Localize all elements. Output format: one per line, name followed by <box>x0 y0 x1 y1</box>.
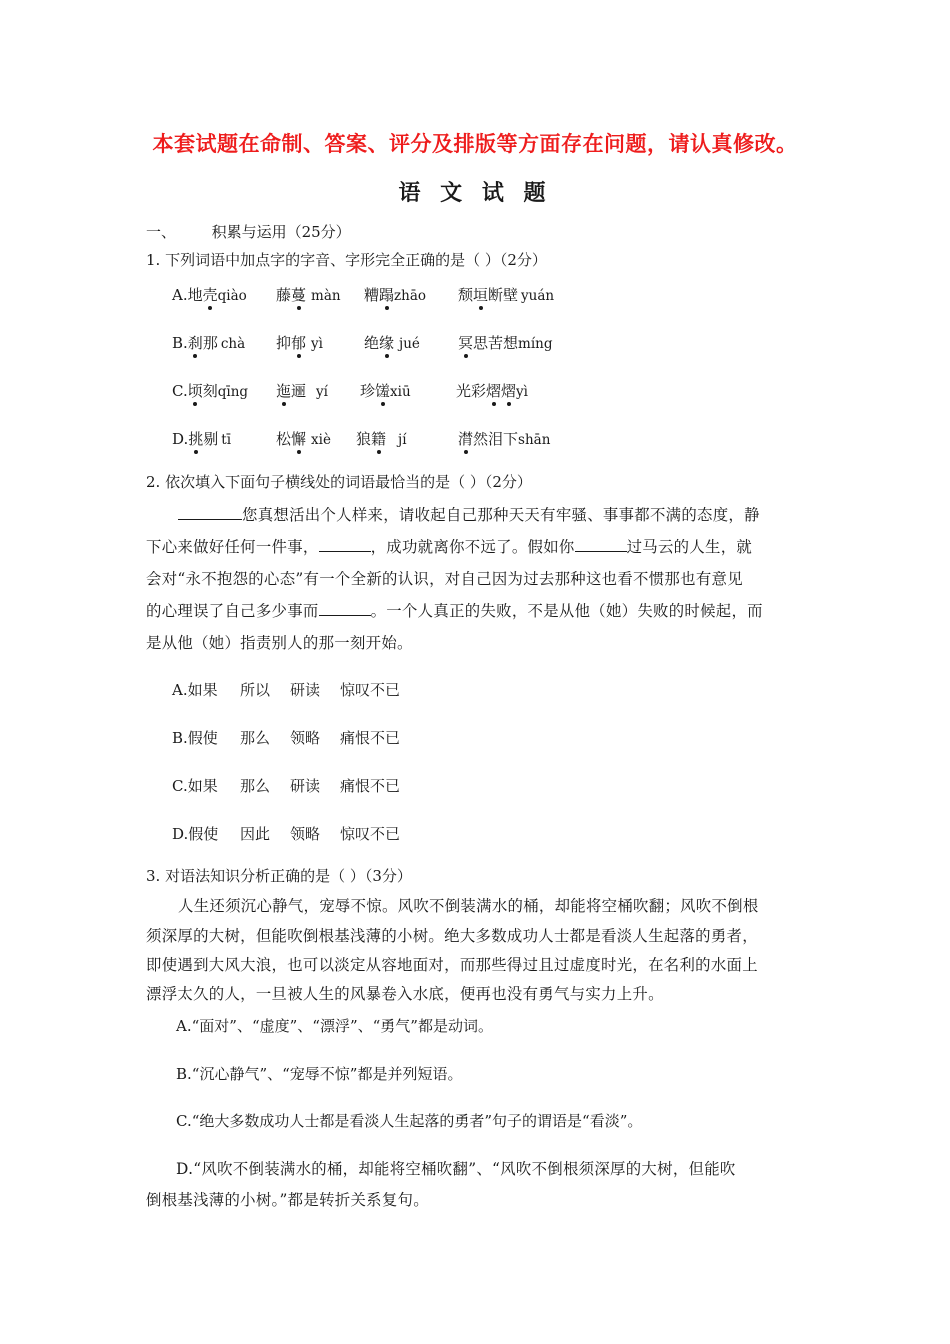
q3-option-d-line2: 倒根基浅薄的小树。”都是转折关系复句。 <box>146 1191 429 1209</box>
dotted-char: 垣 <box>473 285 488 305</box>
q1-stem: 1. 下列词语中加点字的字音、字形完全正确的是（ ）（2分） <box>146 251 547 269</box>
dotted-char: 迤 <box>276 381 291 401</box>
exam-title: 语 文 试 题 <box>398 181 552 206</box>
dotted-char: 馐 <box>375 381 390 401</box>
q3-passage-line: 人生还须沉心静气，宠辱不惊。风吹不倒装满水的桶，却能将空桶吹翻；风吹不倒根 <box>178 897 759 915</box>
revision-notice: 本套试题在命制、答案、评分及排版等方面存在问题，请认真修改。 <box>152 132 798 156</box>
dotted-char: 缘 <box>379 333 394 353</box>
section-label: 积累与运用（25分） <box>211 223 351 241</box>
dotted-char: 郁 <box>291 333 306 353</box>
q1-option-a: A.地壳 qiào 藤蔓 màn 糟蹋 zhāo 颓垣 断壁 yuán <box>172 285 247 306</box>
dotted-char: 籍 <box>371 429 386 449</box>
q2-option-c: C.如果 那么 研读 痛恨不已 <box>172 777 401 795</box>
blank-line <box>319 601 371 616</box>
dotted-char: 蹋 <box>379 285 394 305</box>
q2-stem: 2. 依次填入下面句子横线处的词语最恰当的是（ ）（2分） <box>146 473 532 491</box>
dotted-char: 潸 <box>458 429 473 449</box>
q2-passage-line: 的心理误了自己多少事而 。一个人真正的失败，不是从他（她）失败的时候起，而 <box>146 602 763 620</box>
dotted-char: 刹 <box>188 333 203 353</box>
dotted-char: 熠 <box>486 381 501 401</box>
blank-line <box>319 537 371 552</box>
q1-option-c: C.顷 刻qīng 迤 逦 yí 珍馐 xiū 光彩熠 熠 yì <box>172 381 248 402</box>
dotted-char: 懈 <box>291 429 306 449</box>
q1-option-d: D.挑 剔 tī 松懈 xiè 狼籍 jí 潸 然泪下shān <box>172 429 231 450</box>
section-number: 一、 <box>146 223 177 241</box>
dotted-char: 挑 <box>188 429 203 449</box>
dotted-char: 顷 <box>188 381 203 401</box>
q3-option-a: A.“面对”、“虚度”、“漂浮”、“勇气”都是动词。 <box>176 1017 493 1035</box>
q2-passage-line: 您真想活出个人样来，请收起自己那种天天有牢骚、事事都不满的态度，静 <box>178 505 760 525</box>
dotted-char: 冥 <box>458 333 473 353</box>
dotted-char: 壳 <box>203 285 218 305</box>
q3-option-b: B.“沉心静气”、“宠辱不惊”都是并列短语。 <box>176 1065 463 1083</box>
dotted-char: 熠 <box>501 381 516 401</box>
q2-option-b: B.假使 那么 领略 痛恨不已 <box>172 729 401 747</box>
q2-passage-line: 是从他（她）指责别人的那一刻开始。 <box>146 634 413 652</box>
q2-passage-line: 下心来做好任何一件事， ，成功就离你不远了。假如你 过马云的人生，就 <box>146 538 753 556</box>
q3-passage-line: 漂浮太久的人，一旦被人生的风暴卷入水底，便再也没有勇气与实力上升。 <box>146 985 664 1003</box>
blank-line <box>575 537 627 552</box>
blank-line <box>178 505 242 520</box>
q2-option-a: A.如果 所以 研读 惊叹不已 <box>172 681 401 699</box>
q3-passage-line: 即使遇到大风大浪，也可以淡定从容地面对，而那些得过且过虚度时光，在名利的水面上 <box>146 956 758 974</box>
q3-option-d-line1: D.“风吹不倒装满水的桶，却能将空桶吹翻”、“风吹不倒根须深厚的大树，但能吹 <box>176 1160 736 1178</box>
q2-passage-line: 会对“永不抱怨的心态”有一个全新的认识，对自己因为过去那种这也看不惯那也有意见 <box>146 570 743 588</box>
q1-option-b: B.刹 那 chà 抑郁 yì 绝缘 jué 冥 思苦想míng <box>172 333 245 354</box>
q3-stem: 3. 对语法知识分析正确的是（ ）（3分） <box>146 867 412 885</box>
q2-option-d: D.假使 因此 领略 惊叹不已 <box>172 825 401 843</box>
q3-option-c: C.“绝大多数成功人士都是看淡人生起落的勇者”句子的谓语是“看淡”。 <box>176 1112 643 1130</box>
dotted-char: 蔓 <box>291 285 306 305</box>
section-heading <box>146 222 351 242</box>
q3-passage-line: 须深厚的大树，但能吹倒根基浅薄的小树。绝大多数成功人士都是看淡人生起落的勇者， <box>146 927 758 945</box>
